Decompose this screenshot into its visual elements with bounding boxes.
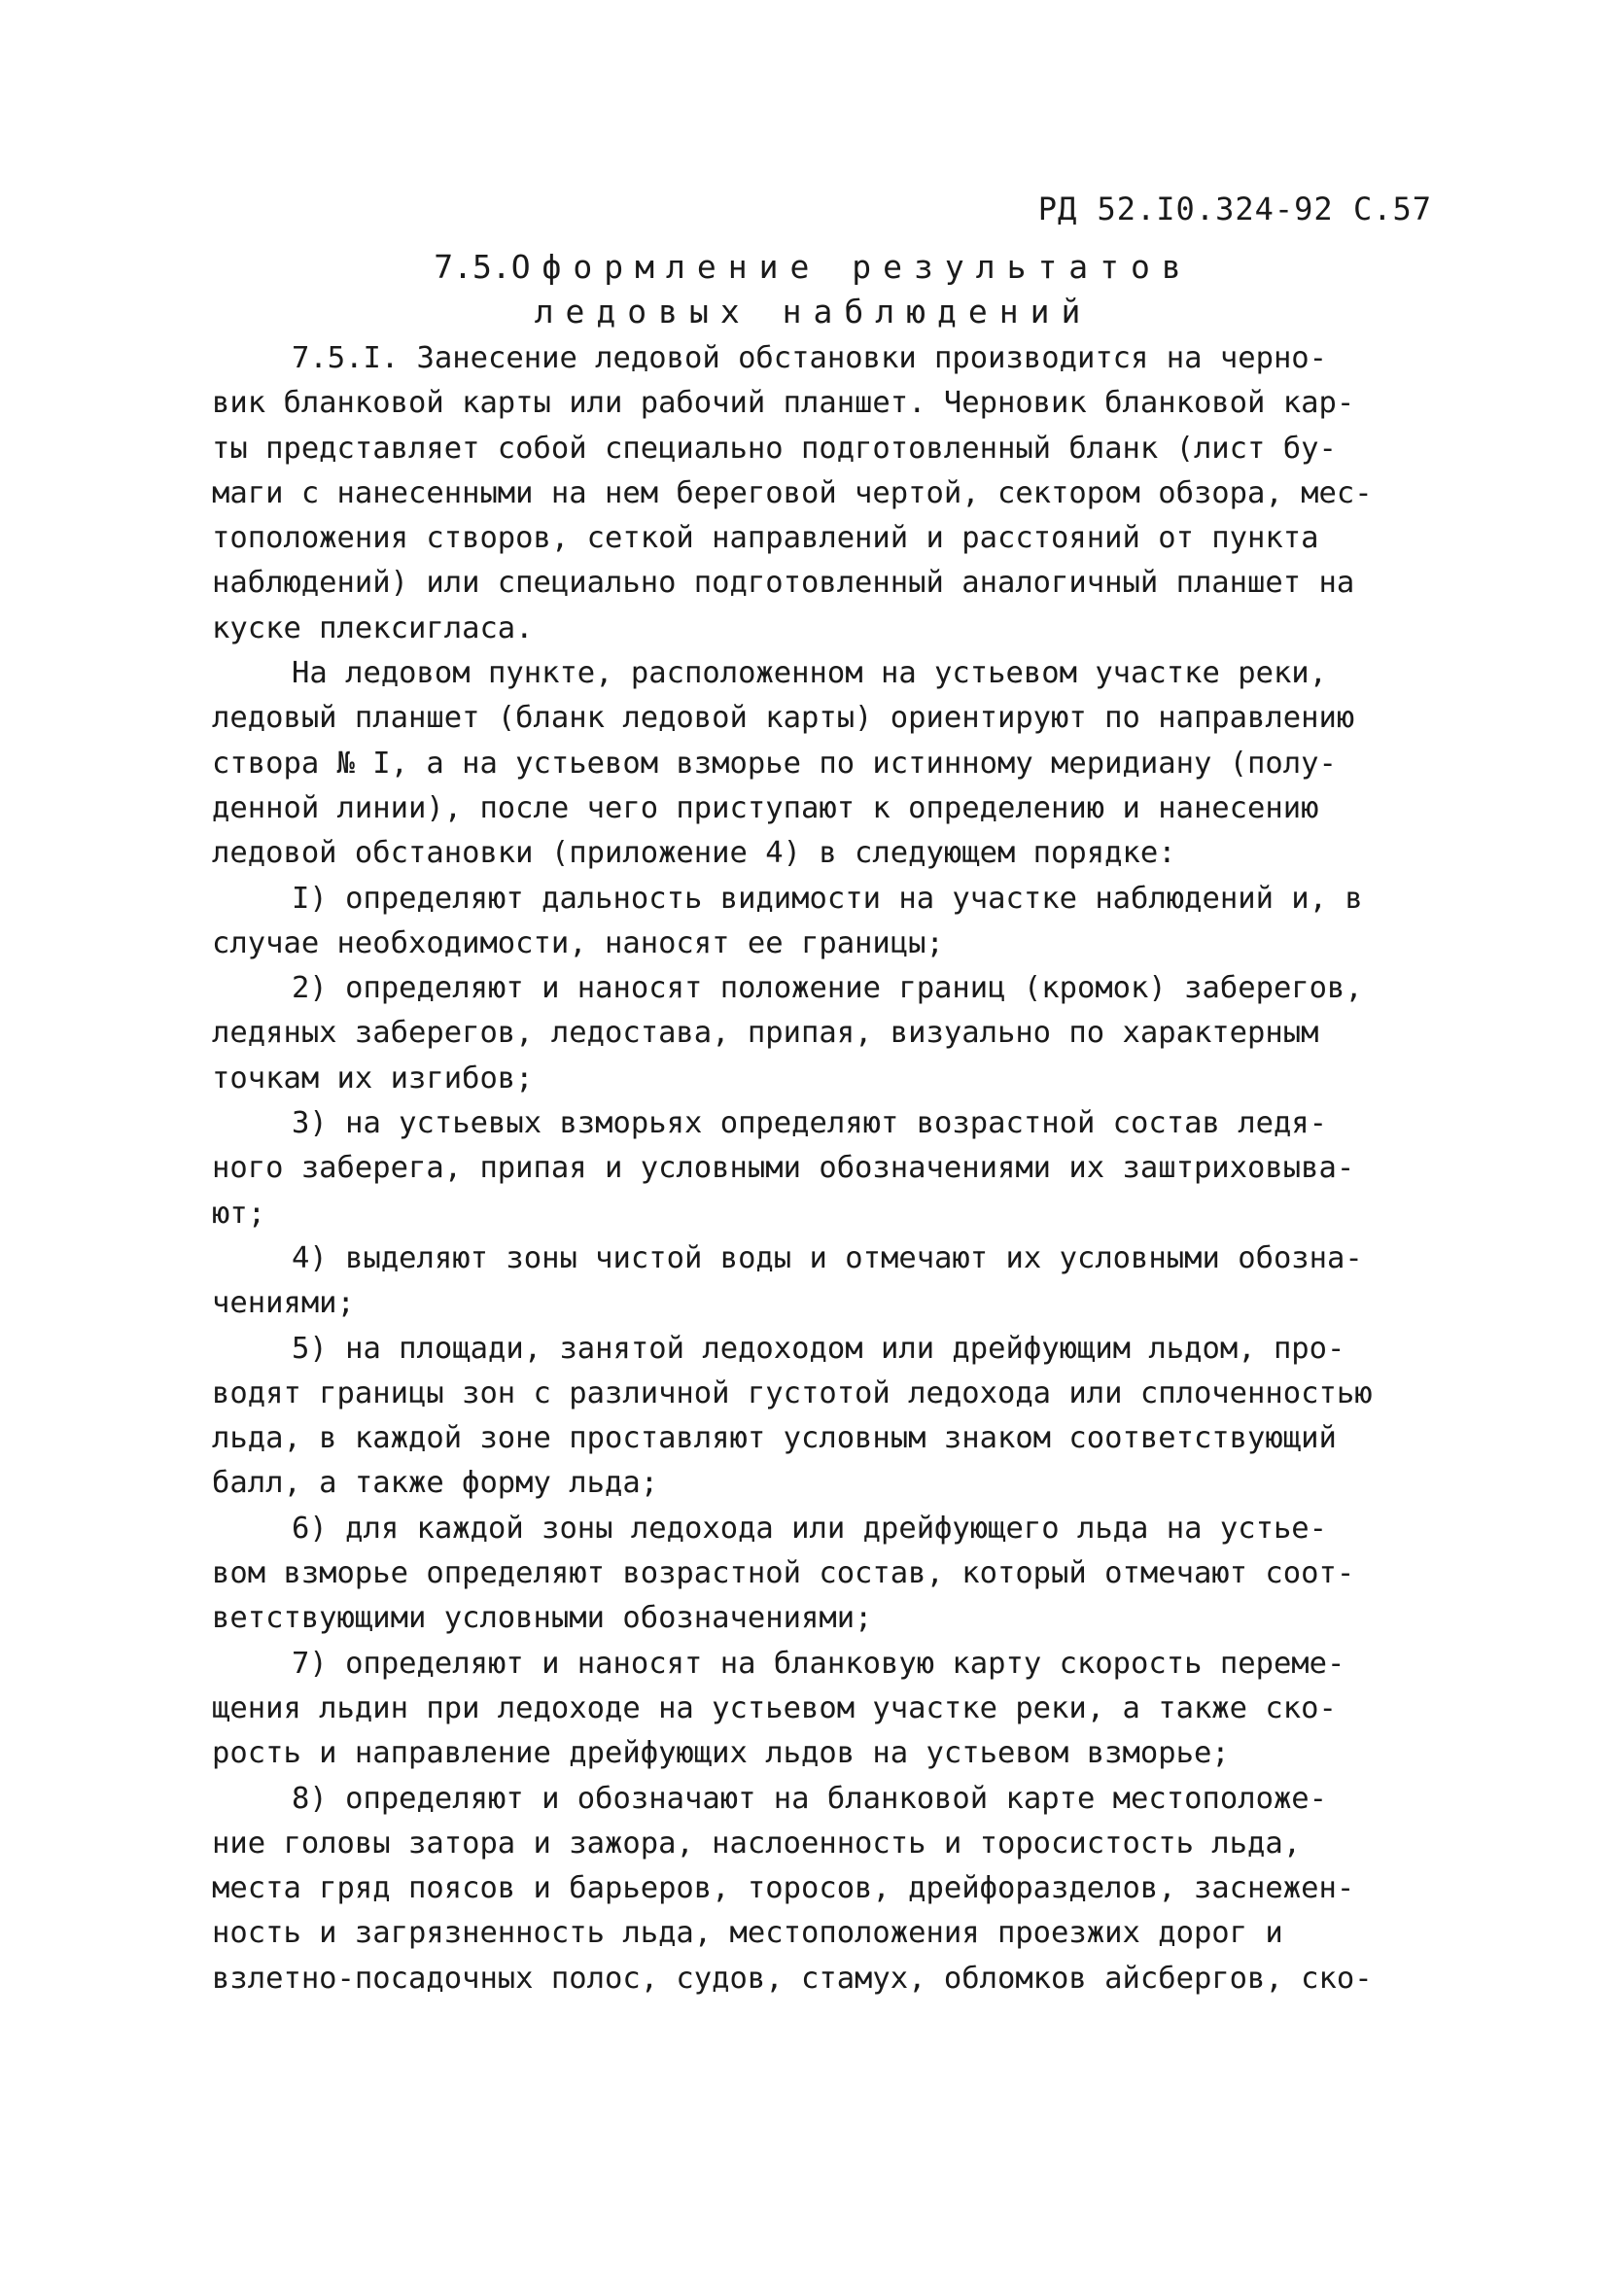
- text-line: вик бланковой карты или рабочий планшет. Черновик бланковой кар-: [212, 386, 1355, 421]
- text-line: льда, в каждой зоне проставляют условным знаком соответствующий: [212, 1421, 1337, 1456]
- text-line: маги с нанесенными на нем береговой чертой, сектором обзора, мес-: [212, 475, 1373, 510]
- text-line: вом взморье определяют возрастной состав, который отмечают соот-: [212, 1556, 1355, 1591]
- section-title-part-1: Оформление результатов: [510, 248, 1193, 286]
- text-line: ледовой обстановки (приложение 4) в следующем порядке:: [212, 836, 1176, 871]
- text-line: балл, а также форму льда;: [212, 1466, 659, 1501]
- text-line: 2) определяют и наносят положение границ (кромок) заберегов,: [292, 971, 1363, 1006]
- text-line: 8) определяют и обозначают на бланковой карте местоположе-: [292, 1781, 1328, 1816]
- text-line: ют;: [212, 1196, 266, 1231]
- text-line: 6) для каждой зоны ледохода или дрейфующего льда на устье-: [292, 1511, 1328, 1546]
- text-line: ность и загрязненность льда, местоположения проезжих дорог и: [212, 1916, 1283, 1951]
- text-line: места гряд поясов и барьеров, торосов, дрейфоразделов, заснежен-: [212, 1871, 1355, 1906]
- text-line: ние головы затора и зажора, наслоенность и торосистость льда,: [212, 1826, 1302, 1861]
- text-line: ты представляет собой специально подготовленный бланк (лист бу-: [212, 431, 1337, 466]
- text-line: 7) определяют и наносят на бланковую карту скорость переме-: [292, 1646, 1345, 1681]
- text-line: ного заберега, припая и условными обозначениями их заштриховыва-: [212, 1151, 1355, 1186]
- text-line: ледовый планшет (бланк ледовой карты) ориентируют по направлению: [212, 701, 1355, 736]
- page-header: РД 52.I0.324-92 С.57: [1037, 191, 1432, 227]
- text-line: чениями;: [212, 1286, 355, 1321]
- text-line: денной линии), после чего приступают к определению и нанесению: [212, 790, 1319, 825]
- text-line: 5) на площади, занятой ледоходом или дрейфующим льдом, про-: [292, 1331, 1345, 1366]
- text-line: взлетно-посадочных полос, судов, стамух, обломков айсбергов, ско-: [212, 1961, 1373, 1996]
- text-line: На ледовом пункте, расположенном на устьевом участке реки,: [292, 656, 1328, 691]
- text-line: ветствующими условными обозначениями;: [212, 1601, 873, 1636]
- text-line: наблюдений) или специально подготовленный аналогичный планшет на: [212, 566, 1355, 601]
- text-line: 7.5.I. Занесение ледовой обстановки производится на черно-: [292, 341, 1328, 375]
- body-text: [212, 336, 1427, 2001]
- text-line: куске плексигласа.: [212, 610, 534, 645]
- text-line: 3) на устьевых взморьях определяют возрастной состав ледя-: [292, 1106, 1328, 1141]
- text-line: ледяных заберегов, ледостава, припая, визуально по характерным: [212, 1016, 1319, 1051]
- text-line: рость и направление дрейфующих льдов на устьевом взморье;: [212, 1736, 1230, 1771]
- section-number: 7.5.: [434, 248, 511, 286]
- text-line: I) определяют дальность видимости на участке наблюдений и, в: [292, 881, 1363, 916]
- text-line: створа № I, а на устьевом взморье по истинному меридиану (полу-: [212, 746, 1337, 781]
- section-title-part-2: ледовых наблюдений: [534, 293, 1093, 330]
- text-line: 4) выделяют зоны чистой воды и отмечают их условными обозна-: [292, 1240, 1363, 1275]
- section-heading-line-2: [0, 293, 1607, 330]
- text-line: тоположения створов, сеткой направлений и расстояний от пункта: [212, 521, 1319, 556]
- text-line: щения льдин при ледоходе на устьевом участке реки, а также ско-: [212, 1690, 1337, 1725]
- text-line: точкам их изгибов;: [212, 1061, 534, 1096]
- text-line: случае необходимости, наносят ее границы;: [212, 925, 944, 960]
- text-line: водят границы зон с различной густотой ледохода или сплоченностью: [212, 1375, 1373, 1410]
- section-heading-line-1: [0, 248, 1607, 286]
